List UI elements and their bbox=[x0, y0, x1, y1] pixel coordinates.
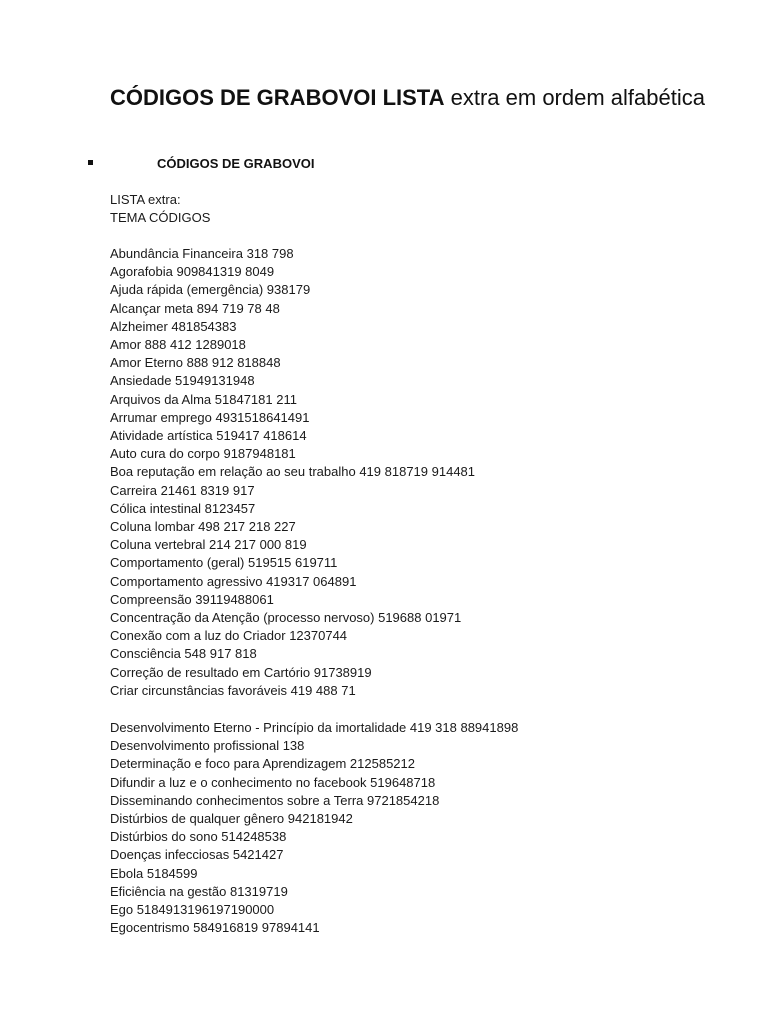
document-title-rest: extra em ordem alfabética bbox=[444, 85, 705, 110]
bullet-heading: CÓDIGOS DE GRABOVOI bbox=[157, 156, 315, 171]
list-item: Cólica intestinal 8123457 bbox=[110, 500, 256, 516]
list-item: Concentração da Atenção (processo nervoso) 519688 01971 bbox=[110, 610, 462, 626]
list-item: Auto cura do corpo 9187948181 bbox=[110, 446, 296, 462]
list-item: Alzheimer 481854383 bbox=[110, 318, 237, 334]
code-list-group-1 bbox=[110, 245, 475, 700]
list-item: Distúrbios de qualquer gênero 942181942 bbox=[110, 811, 353, 827]
list-item: Doenças infecciosas 5421427 bbox=[110, 847, 284, 863]
list-item: Ajuda rápida (emergência) 938179 bbox=[110, 282, 311, 298]
list-item: Conexão com a luz do Criador 12370744 bbox=[110, 628, 348, 644]
list-item: Desenvolvimento profissional 138 bbox=[110, 738, 305, 754]
list-item: Agorafobia 909841319 8049 bbox=[110, 264, 275, 280]
list-item: Determinação e foco para Aprendizagem 212585212 bbox=[110, 756, 415, 772]
intro-block bbox=[110, 191, 210, 227]
list-item: Egocentrismo 584916819 97894141 bbox=[110, 920, 320, 936]
list-item: Compreensão 39119488061 bbox=[110, 591, 274, 607]
list-item: Boa reputação em relação ao seu trabalho 419 818719 914481 bbox=[110, 464, 476, 480]
list-item: Carreira 21461 8319 917 bbox=[110, 482, 255, 498]
intro-line: LISTA extra: bbox=[110, 192, 181, 207]
list-item: Amor Eterno 888 912 818848 bbox=[110, 355, 281, 371]
intro-line: TEMA CÓDIGOS bbox=[110, 210, 211, 226]
list-item: Desenvolvimento Eterno - Princípio da imortalidade 419 318 88941898 bbox=[110, 720, 519, 735]
list-item: Comportamento agressivo 419317 064891 bbox=[110, 573, 357, 589]
list-item: Abundância Financeira 318 798 bbox=[110, 246, 294, 261]
list-item: Criar circunstâncias favoráveis 419 488 71 bbox=[110, 682, 356, 698]
document-title-bold: CÓDIGOS DE GRABOVOI LISTA bbox=[110, 85, 445, 110]
list-item: Disseminando conhecimentos sobre a Terra 9721854218 bbox=[110, 792, 440, 808]
list-item: Consciência 548 917 818 bbox=[110, 646, 257, 662]
list-item: Amor 888 412 1289018 bbox=[110, 337, 246, 353]
list-item: Alcançar meta 894 719 78 48 bbox=[110, 300, 280, 316]
list-item: Eficiência na gestão 81319719 bbox=[110, 883, 288, 899]
list-item: Coluna vertebral 214 217 000 819 bbox=[110, 537, 307, 553]
list-item: Comportamento (geral) 519515 619711 bbox=[110, 555, 338, 571]
list-item: Atividade artística 519417 418614 bbox=[110, 428, 307, 444]
list-item: Ebola 5184599 bbox=[110, 865, 198, 881]
list-item: Difundir a luz e o conhecimento no facebook 519648718 bbox=[110, 774, 436, 790]
list-item: Ansiedade 51949131948 bbox=[110, 373, 255, 389]
list-item: Correção de resultado em Cartório 91738919 bbox=[110, 664, 372, 680]
square-bullet-icon bbox=[88, 160, 93, 165]
bullet-heading-row bbox=[88, 155, 588, 173]
list-item: Arrumar emprego 4931518641491 bbox=[110, 409, 310, 425]
list-item: Coluna lombar 498 217 218 227 bbox=[110, 519, 296, 535]
code-list-group-2 bbox=[110, 719, 518, 937]
list-item: Ego 5184913196197190000 bbox=[110, 902, 275, 918]
list-item: Arquivos da Alma 51847181 211 bbox=[110, 391, 297, 407]
list-item: Distúrbios do sono 514248538 bbox=[110, 829, 287, 845]
document-title bbox=[110, 84, 710, 111]
